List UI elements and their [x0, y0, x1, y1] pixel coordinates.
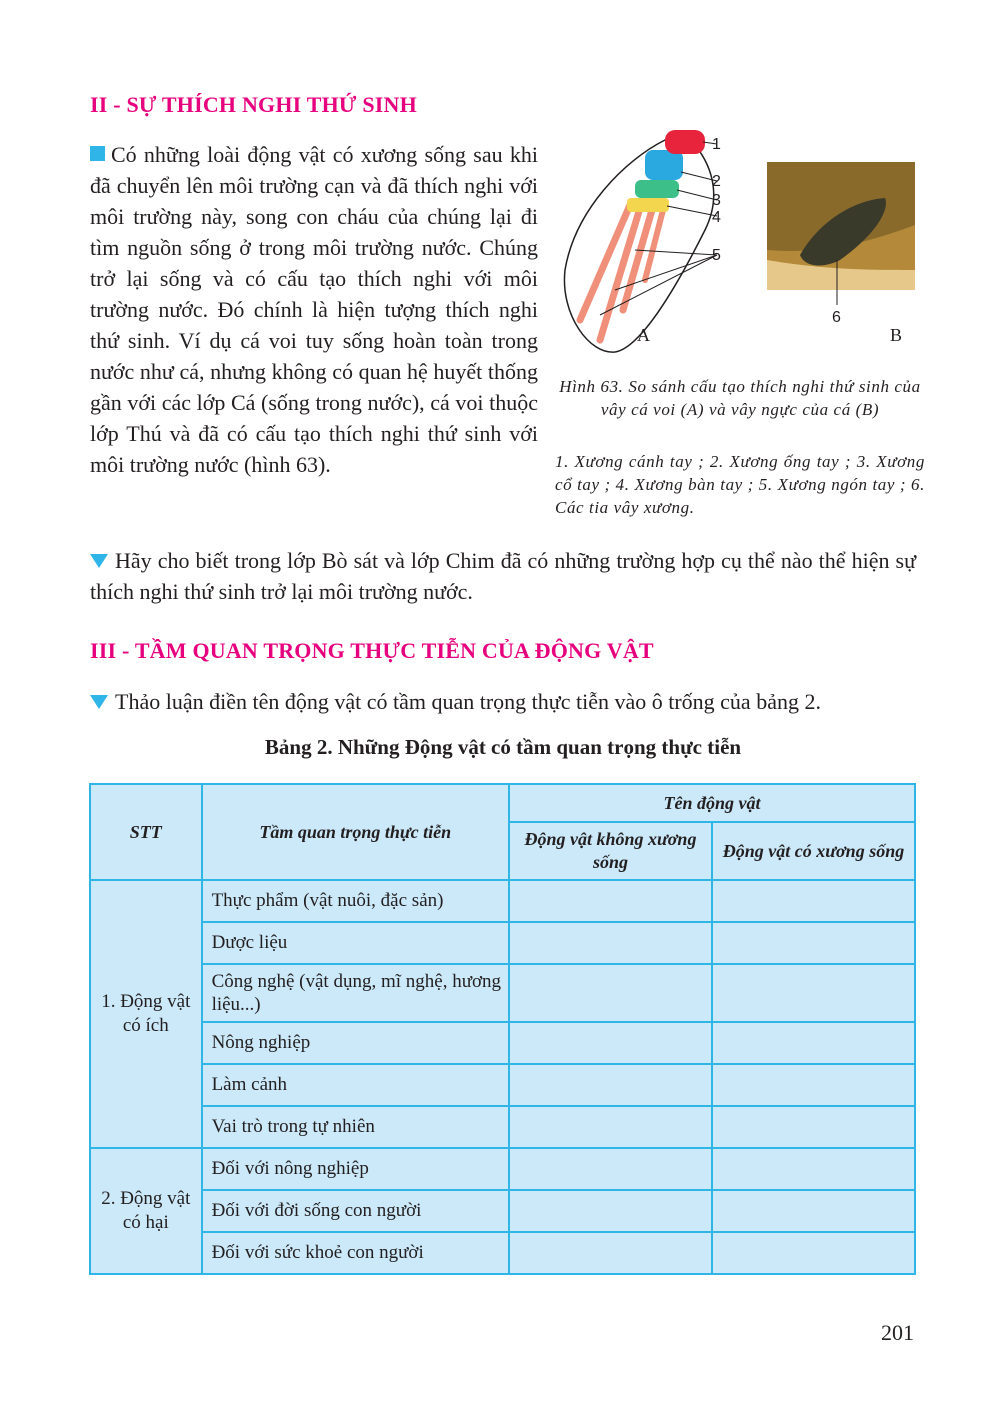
header-importance: Tầm quan trọng thực tiễn [202, 784, 509, 880]
page-number: 201 [881, 1320, 914, 1345]
answer-cell-invertebrate[interactable] [509, 1148, 712, 1190]
fin-comparison-illustration [555, 120, 925, 370]
square-bullet-icon [90, 146, 105, 161]
panel-label-b: B [890, 325, 903, 345]
answer-cell-invertebrate[interactable] [509, 1022, 712, 1064]
answer-cell-invertebrate[interactable] [509, 1190, 712, 1232]
discussion-instruction [90, 686, 916, 717]
figure-label-3: 3 [712, 192, 721, 209]
header-invertebrate: Động vật không xương sống [509, 822, 712, 880]
figure-label-2: 2 [712, 173, 721, 190]
instruction-text: Thảo luận điền tên động vật có tầm quan trọng thực tiễn vào ô trống của bảng 2. [115, 689, 821, 714]
figure-label-6: 6 [832, 309, 841, 326]
answer-cell-vertebrate[interactable] [712, 1064, 915, 1106]
role-cell: Thực phẩm (vật nuôi, đặc sản) [202, 880, 509, 922]
question-reptiles-birds [90, 545, 916, 607]
humerus-bone [665, 130, 705, 154]
group-beneficial: 1. Động vật có ích [90, 880, 202, 1148]
triangle-bullet-icon [90, 554, 108, 568]
secondary-adaptation-paragraph [90, 139, 538, 480]
practical-importance-table [89, 783, 916, 1275]
figure-label-4: 4 [712, 209, 721, 226]
role-cell: Đối với nông nghiệp [202, 1148, 509, 1190]
header-animal-names: Tên động vật [509, 784, 915, 822]
answer-cell-invertebrate[interactable] [509, 880, 712, 922]
figure-label-1: 1 [712, 136, 721, 153]
answer-cell-invertebrate[interactable] [509, 964, 712, 1022]
figure-label-5: 5 [712, 247, 721, 264]
header-stt: STT [90, 784, 202, 880]
answer-cell-vertebrate[interactable] [712, 1148, 915, 1190]
answer-cell-vertebrate[interactable] [712, 1190, 915, 1232]
whale-flipper-illustration [564, 130, 717, 352]
table-title: Bảng 2. Những Động vật có tầm quan trọng thực tiễn [264, 735, 742, 759]
question-text: Hãy cho biết trong lớp Bò sát và lớp Chim đã có những trường hợp cụ thể nào thể hiện sự thích nghi thứ sinh trở lại môi trường nước. [90, 548, 916, 604]
answer-cell-vertebrate[interactable] [712, 964, 915, 1022]
wrist-bones [635, 180, 679, 198]
forearm-bones [645, 150, 683, 180]
answer-cell-vertebrate[interactable] [712, 1022, 915, 1064]
role-cell: Làm cảnh [202, 1064, 509, 1106]
section-heading-practical-importance: III - TẦM QUAN TRỌNG THỰC TIỄN CỦA ĐỘNG VẬT [90, 638, 654, 663]
figure-63 [555, 120, 925, 520]
role-cell: Vai trò trong tự nhiên [202, 1106, 509, 1148]
role-cell: Nông nghiệp [202, 1022, 509, 1064]
group-harmful: 2. Động vật có hại [90, 1148, 202, 1274]
paragraph-text: Có những loài động vật có xương sống sau khi đã chuyển lên môi trường cạn và đã thích nghi với môi trường này, song con cháu của chúng lại đi tìm nguồn sống ở trong môi trường nước. Chúng trở lại sống và có cấu tạo thích nghi với môi trường nước. Đó chính là hiện tượng thích nghi thứ sinh. Ví dụ cá voi tuy sống hoàn toàn trong nước như cá, nhưng không có quan hệ huyết thống gần với các lớp Cá (sống trong nước), cá voi thuộc lớp Thú và đã có cấu tạo thích nghi thứ sinh với môi trường nước (hình 63). [90, 142, 538, 477]
triangle-bullet-icon [90, 695, 108, 709]
answer-cell-vertebrate[interactable] [712, 1232, 915, 1274]
answer-cell-invertebrate[interactable] [509, 1232, 712, 1274]
figure-caption-legend: 1. Xương cánh tay ; 2. Xương ống tay ; 3. Xương cổ tay ; 4. Xương bàn tay ; 5. Xương ngón tay ; 6. Các tia vây xương. [555, 452, 925, 517]
panel-label-a: A [637, 325, 650, 345]
hand-bones [627, 198, 669, 212]
answer-cell-vertebrate[interactable] [712, 880, 915, 922]
role-cell: Công nghệ (vật dụng, mĩ nghệ, hương liệu...) [202, 964, 509, 1022]
role-cell: Đối với đời sống con người [202, 1190, 509, 1232]
role-cell: Dược liệu [202, 922, 509, 964]
header-vertebrate: Động vật có xương sống [712, 822, 915, 880]
answer-cell-vertebrate[interactable] [712, 922, 915, 964]
answer-cell-invertebrate[interactable] [509, 922, 712, 964]
fish-pectoral-fin-illustration [767, 162, 915, 305]
answer-cell-vertebrate[interactable] [712, 1106, 915, 1148]
role-cell: Đối với sức khoẻ con người [202, 1232, 509, 1274]
answer-cell-invertebrate[interactable] [509, 1064, 712, 1106]
answer-cell-invertebrate[interactable] [509, 1106, 712, 1148]
figure-caption-title: Hình 63. So sánh cấu tạo thích nghi thứ sinh của vây cá voi (A) và vây ngực của cá (B) [559, 377, 921, 419]
section-heading-secondary-adaptation: II - SỰ THÍCH NGHI THỨ SINH [90, 92, 417, 117]
